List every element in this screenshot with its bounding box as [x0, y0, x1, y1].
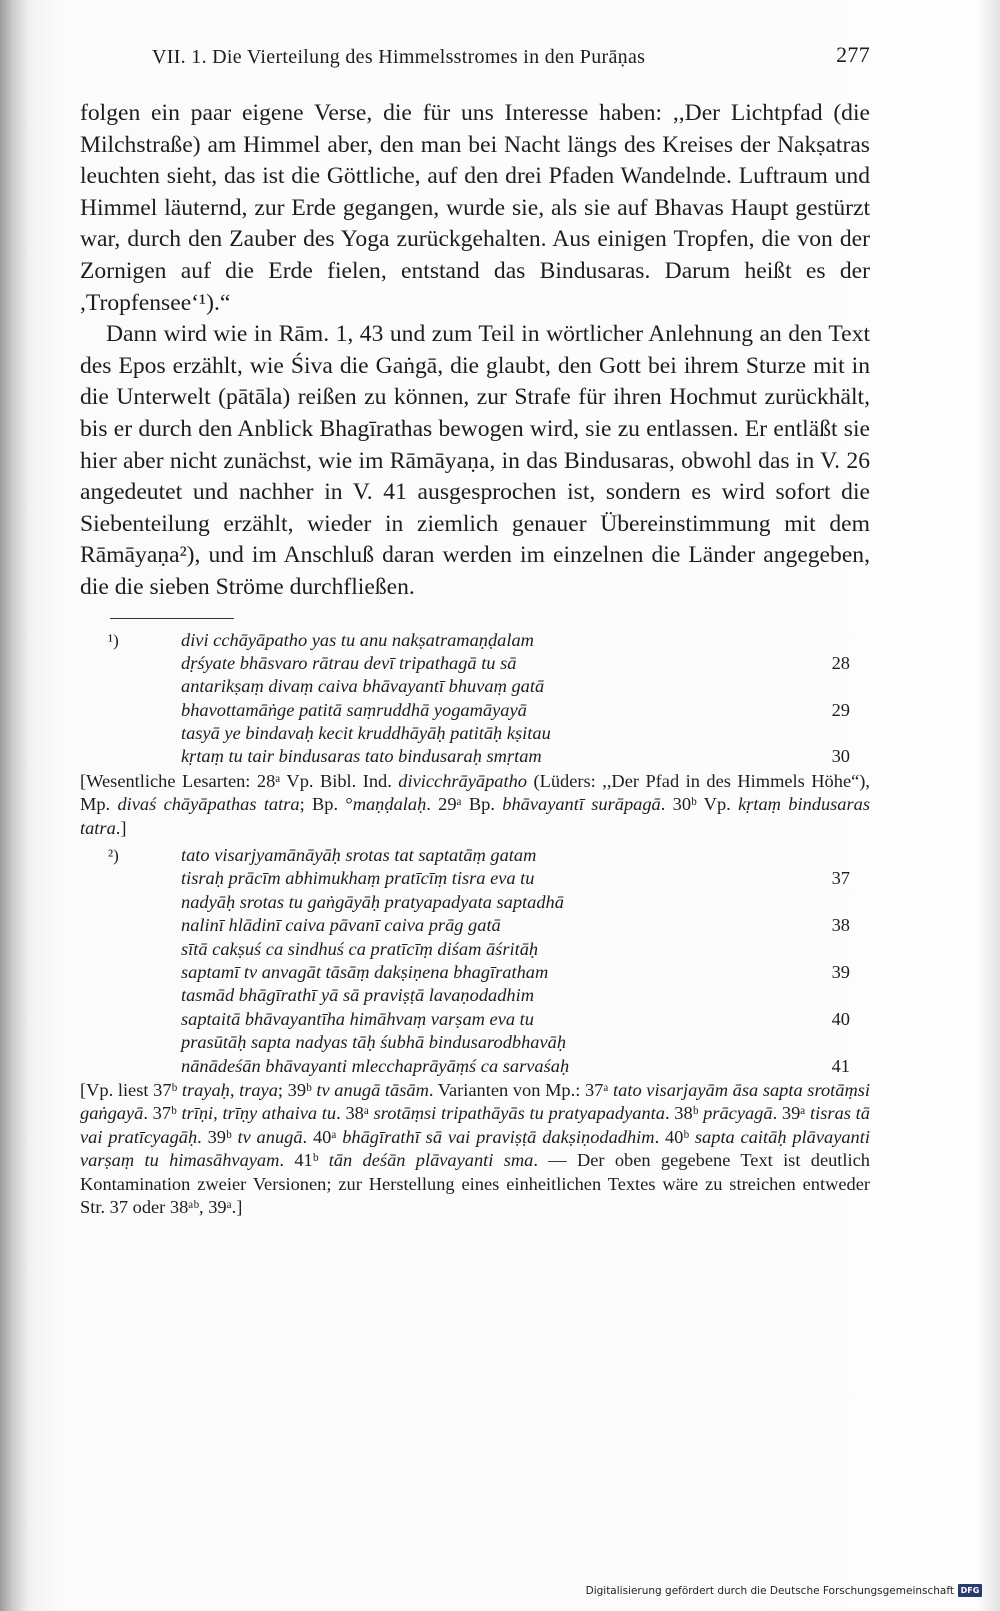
- footnote-rule: [110, 618, 234, 619]
- verse-line: [80, 1008, 870, 1031]
- note-italic: sapta caitāḥ plāvayanti varṣaṃ tu himasāhvayam: [80, 1126, 870, 1171]
- verse-number: 28: [831, 652, 850, 673]
- verse-text: antarikṣaṃ divaṃ caiva bhāvayantī bhuvaṃ gatā: [181, 676, 545, 697]
- note-text: . 39ᵇ: [197, 1126, 238, 1147]
- digitization-credit: [586, 1584, 982, 1597]
- verse-text: divi cchāyāpatho yas tu anu nakṣatramaṇḍalam: [181, 629, 534, 650]
- verse-line: [80, 984, 870, 1007]
- note-italic: prācyagā: [703, 1103, 773, 1124]
- verse-line: [80, 938, 870, 961]
- page-content: [80, 40, 870, 1219]
- note-italic: divaś chāyāpathas tatra: [117, 794, 300, 815]
- note-text: . 41ᵇ: [279, 1150, 329, 1171]
- verse-text: saptaitā bhāvayantīha himāhvaṃ varṣam eva tu: [181, 1008, 534, 1029]
- note-text: .]: [115, 817, 127, 838]
- verse-line: [80, 675, 870, 698]
- verse-number: 29: [831, 699, 850, 720]
- note-text: ; 39ᵇ: [277, 1079, 317, 1100]
- note-italic: trīṇi, trīṇy athaiva tu: [181, 1103, 337, 1124]
- verse-line: [80, 844, 870, 867]
- note-italic: trayaḥ, traya: [181, 1079, 278, 1100]
- verse-text: tato visarjyamānāyāḥ srotas tat saptatāṃ gatam: [181, 845, 537, 866]
- verse-number: 30: [831, 746, 850, 767]
- note-text: [Vp. liest 37ᵇ: [80, 1079, 182, 1100]
- verse-line: [80, 1031, 870, 1054]
- verse-text: nalinī hlādinī caiva pāvanī caiva prāg gatā: [181, 915, 501, 936]
- verse-line: [80, 1055, 870, 1078]
- note-italic: bhāgīrathī sā vai praviṣṭā dakṣiṇodadhim: [342, 1126, 655, 1147]
- note-text: . 37ᵇ: [143, 1103, 182, 1124]
- note-text: . 40ᵇ: [654, 1126, 695, 1147]
- paragraph: folgen ein paar eigene Verse, die für uns Interesse haben: ,,Der Lichtpfad (die Milchstraße) am Himmel aber, den man bei Nacht längs des Kreises der Nakṣatras leuchten sieht, das ist die Göttliche, auf den drei Pfaden Wandelnde. Luftraum und Himmel läuternd, zur Erde gegangen, wurde sie, als sie auf Bhavas Haupt gestürzt war, durch den Zauber des Yoga zurückgehalten. Aus einigen Tropfen, die von der Zornigen auf die Erde fielen, entstand das Bindusaras. Darum heißt es der ,Tropfensee‘¹).“: [80, 100, 870, 316]
- footnote-1: [80, 629, 870, 841]
- note-italic: tato visarjayām āsa sapta srotāṃsi gaṅgayā: [80, 1079, 870, 1124]
- note-italic: maṇḍalaḥ: [352, 794, 427, 815]
- credit-text: Digitalisierung gefördert durch die Deutsche Forschungsgemeinschaft: [585, 1584, 954, 1597]
- footnote-note: [80, 1079, 870, 1219]
- note-italic: bhāvayantī surāpagā: [502, 794, 661, 815]
- note-text: ; Bp. °: [299, 794, 353, 815]
- verse-text: nadyāḥ srotas tu gaṅgāyāḥ pratyapadyata saptadhā: [181, 891, 564, 912]
- note-text: . Varianten von Mp.: 37ᵃ: [428, 1079, 614, 1100]
- verse-text: prasūtāḥ sapta nadyas tāḥ śubhā bindusarodbhavāḥ: [181, 1032, 567, 1053]
- paragraph: Dann wird wie in Rām. 1, 43 und zum Teil in wörtlicher Anlehnung an den Text des Epos erzählt, wie Śiva die Gaṅgā, die glaubt, den Gott bei ihrem Sturze mit in die Unterwelt (pātāla) reißen zu können, zur Strafe für ihren Hochmut zurückhält, bis er durch den Anblick Bhagīrathas bewogen wird, sie zu entlassen. Er entläßt sie hier aber nicht zunächst, wie im Rāmāyaṇa, in das Bindusaras, obwohl das in V. 26 angedeutet und nachher in V. 41 ausgesprochen ist, sondern es wird sofort die Siebenteilung erzählt, wieder in ziemlich genauer Übereinstimmung mit dem Rāmāyaṇa²), und im Anschluß daran werden im einzelnen die Länder angegeben, die die sieben Ströme durchfließen.: [80, 321, 870, 600]
- note-italic: tān deśān plāvayanti sma: [328, 1150, 534, 1171]
- verse-text: sītā cakṣuś ca sindhuś ca pratīcīṃ diśam āśritāḥ: [181, 938, 539, 959]
- note-text: . 40ᵃ: [302, 1126, 343, 1147]
- note-italic: kṛtaṃ bindusaras tatra: [80, 794, 871, 838]
- page-number: 277: [836, 42, 870, 67]
- verse-number: 41: [831, 1055, 850, 1076]
- verse-line: [80, 914, 870, 937]
- running-header: [80, 40, 870, 76]
- verse-text: tasyā ye bindavaḥ kecit kruddhāyāḥ patitāḥ kṣitau: [181, 723, 551, 744]
- note-text: . 30ᵇ Vp.: [660, 794, 739, 815]
- verse-number: 39: [831, 962, 850, 983]
- verse-number: 40: [831, 1008, 850, 1029]
- verse-line: [80, 891, 870, 914]
- verse-text: tasmād bhāgīrathī yā sā praviṣṭā lavaṇodadhim: [181, 985, 534, 1006]
- header-title: VII. 1. Die Vierteilung des Himmelsstromes in den Purāṇas: [152, 46, 646, 68]
- verse-line: [80, 722, 870, 745]
- footnote-note: [80, 770, 870, 840]
- note-text: (Lüders: ,,Der Pfad in des Himmels Höhe“), Mp.: [80, 770, 870, 815]
- verse-line: [80, 745, 870, 768]
- note-text: . 29ᵃ Bp.: [426, 794, 503, 815]
- note-italic: srotāṃsi tripathāyās tu pratyapadyanta: [373, 1103, 665, 1124]
- verse-text: tisraḥ prācīm abhimukhaṃ pratīcīṃ tisra eva tu: [181, 868, 535, 889]
- verse-line: [80, 652, 870, 675]
- verse-text: dṛśyate bhāsvaro rātrau devī tripathagā tu sā: [181, 652, 517, 673]
- verse-number: 37: [831, 868, 850, 889]
- footnote-2: [80, 844, 870, 1219]
- verse-line: [80, 699, 870, 722]
- note-text: . 39ᵃ: [772, 1103, 811, 1124]
- dfg-logo-icon: DFG: [958, 1584, 982, 1597]
- note-text: . — Der oben gegebene Text ist deutlich Kontamination zweier Versionen; zur Herstellung eines einheitlichen Textes wäre zu streichen entweder Str. 37 oder 38ᵃᵇ, 39ᵃ.]: [80, 1150, 870, 1217]
- note-italic: tv anugā: [237, 1126, 303, 1147]
- note-text: . 38ᵇ: [664, 1103, 704, 1124]
- verse-text: kṛtaṃ tu tair bindusaras tato bindusaraḥ smṛtam: [181, 746, 542, 767]
- footnote-mark: ²): [108, 846, 119, 866]
- footnote-mark: ¹): [108, 630, 119, 650]
- note-italic: tisras tā vai pratīcyagāḥ: [80, 1103, 870, 1147]
- verse-text: saptamī tv anvagāt tāsāṃ dakṣiṇena bhagīratham: [181, 962, 549, 983]
- note-italic: tv anugā tāsām: [316, 1079, 429, 1100]
- note-text: [Wesentliche Lesarten: 28ᵃ Vp. Bibl. Ind.: [80, 770, 399, 791]
- note-italic: divicchrāyāpatho: [398, 770, 527, 791]
- verse-number: 38: [831, 915, 850, 936]
- main-text: [80, 98, 870, 604]
- note-text: . 38ᵃ: [336, 1103, 374, 1124]
- verse-line: [80, 867, 870, 890]
- page-edge: [978, 0, 1000, 1611]
- verse-text: nānādeśān bhāvayanti mlecchaprāyāṃś ca sarvaśaḥ: [181, 1055, 570, 1076]
- verse-text: bhavottamāṅge patitā saṃruddhā yogamāyayā: [181, 699, 527, 720]
- verse-line: [80, 961, 870, 984]
- verse-line: [80, 629, 870, 652]
